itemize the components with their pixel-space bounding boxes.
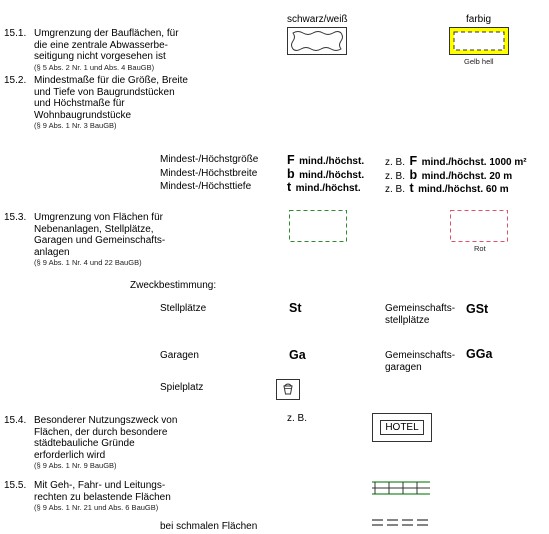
yellow-boundary-symbol	[449, 27, 509, 55]
legal-reference: (§ 9 Abs. 1 Nr. 9 BauGB)	[34, 461, 117, 470]
text-line: Garagen und Gemeinschafts-	[34, 235, 166, 246]
text-line: Mit Geh-, Fahr- und Leitungs-	[34, 480, 166, 491]
example-size: z. B. F mind./höchst. 1000 m²	[385, 154, 527, 168]
section-15-2-text	[34, 75, 188, 130]
text-line: erforderlich wird	[34, 449, 106, 461]
text-line: Nebenanlagen, Stellplätze,	[34, 223, 154, 235]
symbol-width: b mind./höchst.	[287, 167, 365, 181]
narrow-easement-symbol	[372, 518, 430, 528]
easement-area-symbol	[372, 480, 430, 496]
text-line: Umgrenzung der Bauflächen, für	[34, 28, 179, 39]
row-label-size: Mindest-/Höchstgröße	[160, 154, 259, 165]
text-line: Besonderer Nutzungszweck von	[34, 415, 178, 426]
code-gga: GGa	[466, 347, 493, 361]
header-black-white: schwarz/weiß	[287, 14, 348, 25]
text-line: seitigung nicht vorgesehen ist	[34, 51, 166, 62]
text-line: Wohnbaugrundstücke	[34, 109, 132, 121]
label-narrow-areas: bei schmalen Flächen	[160, 521, 258, 532]
label-gemeinschaftsgaragen: Gemeinschafts- garagen	[385, 350, 456, 373]
color-label-yellow: Gelb hell	[464, 57, 494, 66]
section-number-15-1: 15.1.	[4, 28, 27, 39]
color-label-red: Rot	[474, 244, 486, 253]
section-15-4-text	[34, 415, 177, 470]
hotel-label: HOTEL	[380, 420, 424, 435]
section-number-15-4: 15.4.	[4, 415, 27, 426]
section-15-5-text	[34, 480, 171, 512]
label-spielplatz: Spielplatz	[160, 382, 204, 393]
example-depth: z. B. t mind./höchst. 60 m	[385, 181, 509, 195]
section-15-1-text	[34, 28, 179, 72]
text-line: die eine zentrale Abwasserbe-	[34, 39, 168, 51]
dashed-boundary-symbol-bw	[289, 210, 347, 242]
header-color: farbig	[466, 14, 492, 25]
text-line: anlagen	[34, 246, 70, 258]
hotel-symbol	[372, 413, 432, 442]
text-line: Umgrenzung von Flächen für	[34, 212, 163, 223]
code-st: St	[289, 301, 302, 315]
legal-reference: (§ 5 Abs. 2 Nr. 1 und Abs. 4 BauGB)	[34, 62, 155, 72]
legal-reference: (§ 9 Abs. 1 Nr. 4 und 22 BauGB)	[34, 258, 142, 267]
example-width: z. B. b mind./höchst. 20 m	[385, 168, 513, 182]
dashed-boundary-symbol-red	[450, 210, 508, 242]
text-line: Flächen, der durch besondere	[34, 426, 168, 438]
label-stellplaetze: Stellplätze	[160, 303, 207, 314]
section-number-15-3: 15.3.	[4, 212, 27, 223]
section-number-15-5: 15.5.	[4, 480, 27, 491]
code-gst: GSt	[466, 302, 489, 316]
playground-bucket-icon	[276, 379, 300, 400]
symbol-depth: t mind./höchst.	[287, 180, 361, 194]
row-label-depth: Mindest-/Höchsttiefe	[160, 181, 252, 192]
text-line: Mindestmaße für die Größe, Breite	[34, 75, 188, 86]
section-15-3-text	[34, 212, 165, 267]
symbol-size: F mind./höchst.	[287, 153, 365, 167]
label-garagen: Garagen	[160, 350, 199, 361]
text-line: städtebauliche Gründe	[34, 438, 135, 449]
legal-reference: (§ 9 Abs. 1 Nr. 21 und Abs. 6 BauGB)	[34, 503, 159, 512]
label-gemeinschaftsstellplaetze: Gemeinschafts- stellplätze	[385, 303, 456, 326]
example-prefix: z. B.	[287, 413, 308, 424]
wavy-boundary-symbol-bw	[287, 27, 347, 55]
row-label-width: Mindest-/Höchstbreite	[160, 168, 258, 179]
code-ga: Ga	[289, 348, 306, 362]
text-line: rechten zu belastende Flächen	[34, 491, 171, 503]
legal-reference: (§ 9 Abs. 1 Nr. 3 BauGB)	[34, 121, 117, 130]
text-line: und Tiefe von Baugrundstücken	[34, 86, 175, 98]
section-number-15-2: 15.2.	[4, 75, 27, 86]
text-line: und Höchstmaße für	[34, 98, 125, 109]
zweckbestimmung-heading: Zweckbestimmung:	[130, 280, 217, 291]
